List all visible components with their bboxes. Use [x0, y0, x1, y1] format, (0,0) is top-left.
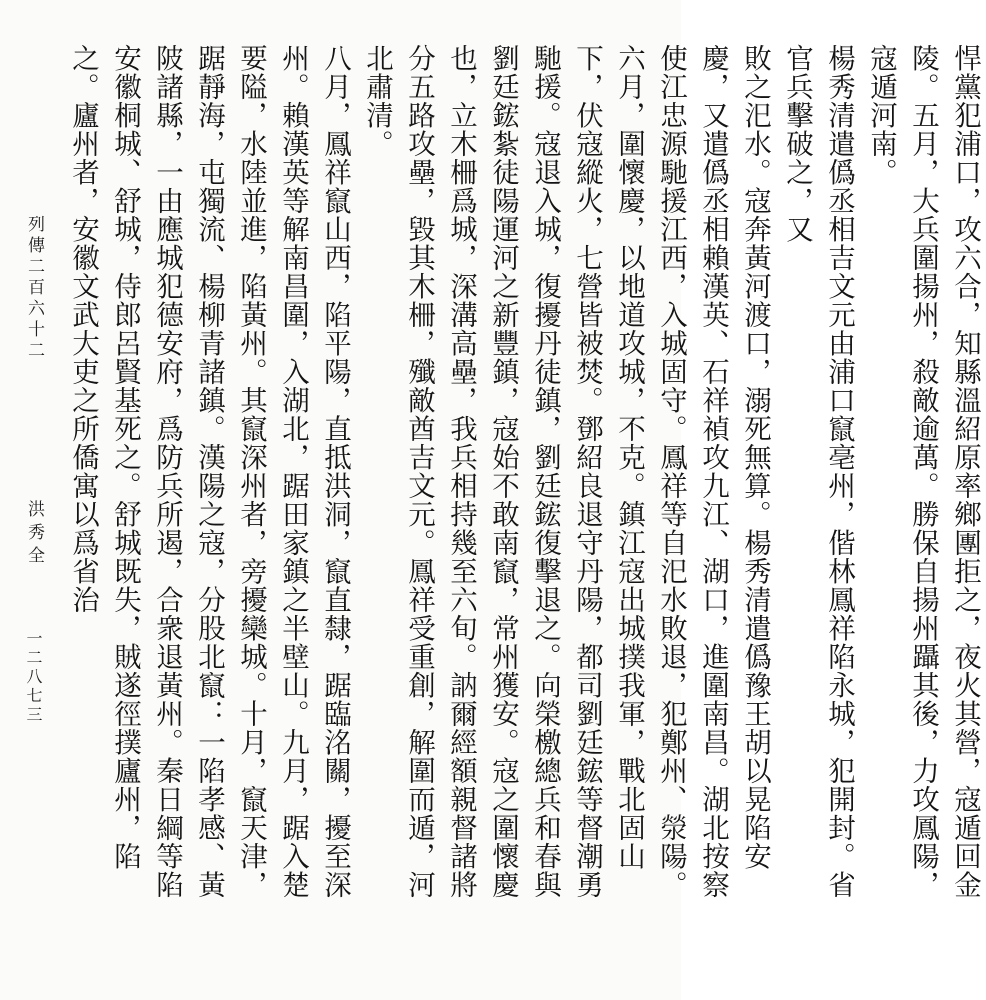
- main-text-block: [62, 44, 981, 924]
- paragraph-2: 楊秀清遣僞丞相吉文元由浦口竄亳州，偕林鳳祥陷永城，犯開封。省官兵擊破之，又: [781, 44, 855, 899]
- paragraph-1: 悍黨犯浦口，攻六合，知縣溫紹原率鄉團拒之，夜火其營，寇遁回金陵。五月，大兵圍揚州，殺敵逾萬。勝保自揚州躡其後，力攻鳳陽，寇遁河南。: [865, 44, 981, 899]
- biography-name: 洪秀全: [24, 500, 44, 569]
- chapter-header: 列傳二百六十二: [24, 215, 44, 362]
- paragraph-3: 敗之汜水。寇奔黃河渡口，溺死無算。楊秀清遣僞豫王胡以晃陷安慶，又遣僞丞相賴漢英、石祥禎攻九江、湖口，進圍南昌。湖北按察使江忠源馳援江西，入城固守。鳳祥等自汜水敗退，犯鄭州、滎陽。六月，圍懷慶，以地道攻城，不克。鎮江寇出城撲我軍，戰北固山下，伏寇縱火，七營皆被焚。鄧紹良退守丹陽，都司劉廷鋐等督潮勇馳援。寇退入城，復擾丹徒鎮，劉廷鋐復擊退之。向榮檄總兵和春與劉廷鋐紮徒陽運河之新豐鎮，寇始不敢南竄，常州獲安。寇之圍懷慶也，立木柵爲城，深溝高壘，我兵相持幾至六旬。訥爾經額親督諸將分五路攻壘，毀其木柵，殲敵酋吉文元。鳳祥受重創，解圍而遁，河北肅清。: [361, 44, 771, 899]
- page-number: 一二八七三: [24, 630, 43, 725]
- paragraph-4: 八月，鳳祥竄山西，陷平陽，直抵洪洞，竄直隸，踞臨洺關，擾至深州。賴漢英等解南昌圍，入湖北，踞田家鎮之半壁山。九月，踞入楚要隘，水陸並進，陷黃州。其竄深州者，旁擾欒城。十月，竄天津，踞靜海，屯獨流、楊柳青諸鎮。漢陽之寇，分股北竄：一陷孝感、黃陂諸縣，一由應城犯德安府，爲防兵所遏，合衆退黃州。秦日綱等陷安徽桐城、舒城，侍郎呂賢基死之。舒城既失，賊遂徑撲廬州，陷之。廬州者，安徽文武大吏之所僑寓以爲省治: [67, 44, 351, 899]
- vertical-text-columns: [62, 44, 986, 924]
